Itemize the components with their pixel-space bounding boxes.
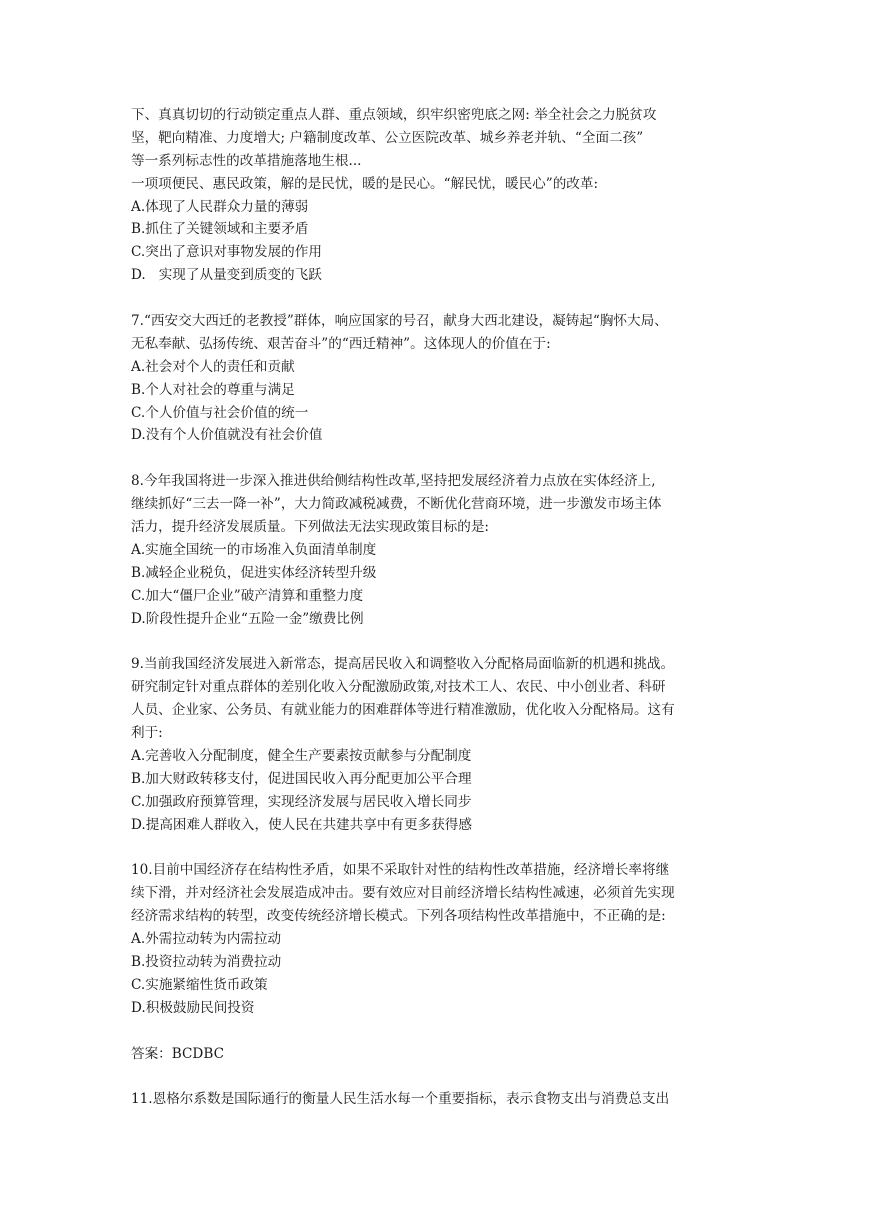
- stem-line: 人员、企业家、公务员、有就业能力的困难群体等进行精准激励，优化收入分配格局。这有: [131, 702, 675, 719]
- question-11: [131, 1088, 781, 1111]
- stem-line: 等一系列标志性的改革措施落地生根...: [131, 152, 362, 169]
- stem-line: 10.目前中国经济存在结构性矛盾，如果不采取针对性的结构性改革措施，经济增长率将继: [131, 862, 670, 879]
- option-c: C.突出了意识对事物发展的作用: [131, 244, 322, 261]
- question-9: [131, 653, 781, 836]
- answer-key: 答案：BCDBC: [131, 1045, 224, 1062]
- stem-line: 继续抓好“三去一降一补”，大力简政减税减费，不断优化营商环境，进一步激发市场主体: [131, 496, 662, 513]
- question-7: [131, 310, 781, 447]
- option-d: D. 实现了从量变到质变的飞跃: [131, 267, 322, 284]
- option-a: A.体现了人民群众力量的薄弱: [131, 198, 309, 215]
- option-a: A.实施全国统一的市场准入负面清单制度: [131, 541, 377, 558]
- spacer: [131, 837, 781, 860]
- option-b: B.减轻企业税负，促进实体经济转型升级: [131, 564, 377, 581]
- option-c: C.加强政府预算管理，实现经济发展与居民收入增长同步: [131, 793, 472, 810]
- spacer: [131, 630, 781, 653]
- option-d: D.提高困难人群收入，使人民在共建共享中有更多获得感: [131, 816, 472, 833]
- option-c: C.个人价值与社会价值的统一: [131, 404, 309, 421]
- stem-line: 一项项便民、惠民政策，解的是民忧，暖的是民心。“解民忧，暖民心”的改革:: [131, 175, 599, 192]
- option-a: A.外需拉动转为内需拉动: [131, 931, 282, 948]
- stem-line: 无私奉献、弘扬传统、艰苦奋斗”的“西迁精神”。这体现人的价值在于:: [131, 335, 551, 352]
- option-b: B.抓住了关键领域和主要矛盾: [131, 221, 309, 238]
- question-6-fragment: [131, 104, 781, 287]
- question-8: [131, 470, 781, 630]
- stem-line: 研究制定针对重点群体的差别化收入分配激励政策,对技术工人、农民、中小创业者、科研: [131, 679, 666, 696]
- spacer: [131, 447, 781, 470]
- option-b: B.加大财政转移支付，促进国民收入再分配更加公平合理: [131, 770, 472, 787]
- stem-line: 续下滑，并对经济社会发展造成冲击。要有效应对目前经济增长结构性减速，必须首先实现: [131, 885, 675, 902]
- spacer: [131, 1065, 781, 1088]
- option-d: D.阶段性提升企业“五险一金”缴费比例: [131, 610, 364, 627]
- spacer: [131, 287, 781, 310]
- stem-line: 7.“西安交大西迁的老教授”群体，响应国家的号召，献身大西北建设，凝铸起“胸怀大局、: [131, 313, 668, 330]
- option-a: A.完善收入分配制度，健全生产要素按贡献参与分配制度: [131, 747, 472, 764]
- option-d: D.积极鼓励民间投资: [131, 999, 255, 1016]
- option-c: C.实施紧缩性货币政策: [131, 976, 268, 993]
- document-page: [131, 104, 781, 1111]
- option-c: C.加大“僵尸企业”破产清算和重整力度: [131, 587, 364, 604]
- option-d: D.没有个人价值就没有社会价值: [131, 427, 323, 444]
- stem-line: 9.当前我国经济发展进入新常态，提高居民收入和调整收入分配格局面临新的机遇和挑战。: [131, 656, 675, 673]
- option-b: B.个人对社会的尊重与满足: [131, 381, 295, 398]
- option-a: A.社会对个人的责任和贡献: [131, 358, 295, 375]
- question-10: [131, 859, 781, 1019]
- stem-line: 坚，靶向精准、力度增大; 户籍制度改革、公立医院改革、城乡养老并轨、“全面二孩”: [131, 129, 644, 146]
- stem-line: 利于:: [131, 725, 163, 742]
- stem-line: 下、真真切切的行动锁定重点人群、重点领域，织牢织密兜底之网: 举全社会之力脱贫攻: [131, 107, 657, 123]
- stem-line: 活力，提升经济发展质量。下列做法无法实现政策目标的是:: [131, 519, 490, 536]
- spacer: [131, 1020, 781, 1043]
- stem-line: 8.今年我国将进一步深入推进供给侧结构性改革,坚持把发展经济着力点放在实体经济上,: [131, 473, 656, 490]
- stem-line: 11.恩格尔系数是国际通行的衡量人民生活水每一个重要指标，表示食物支出与消费总支出: [131, 1091, 670, 1108]
- option-b: B.投资拉动转为消费拉动: [131, 953, 282, 970]
- stem-line: 经济需求结构的转型，改变传统经济增长模式。下列各项结构性改革措施中，不正确的是:: [131, 908, 666, 925]
